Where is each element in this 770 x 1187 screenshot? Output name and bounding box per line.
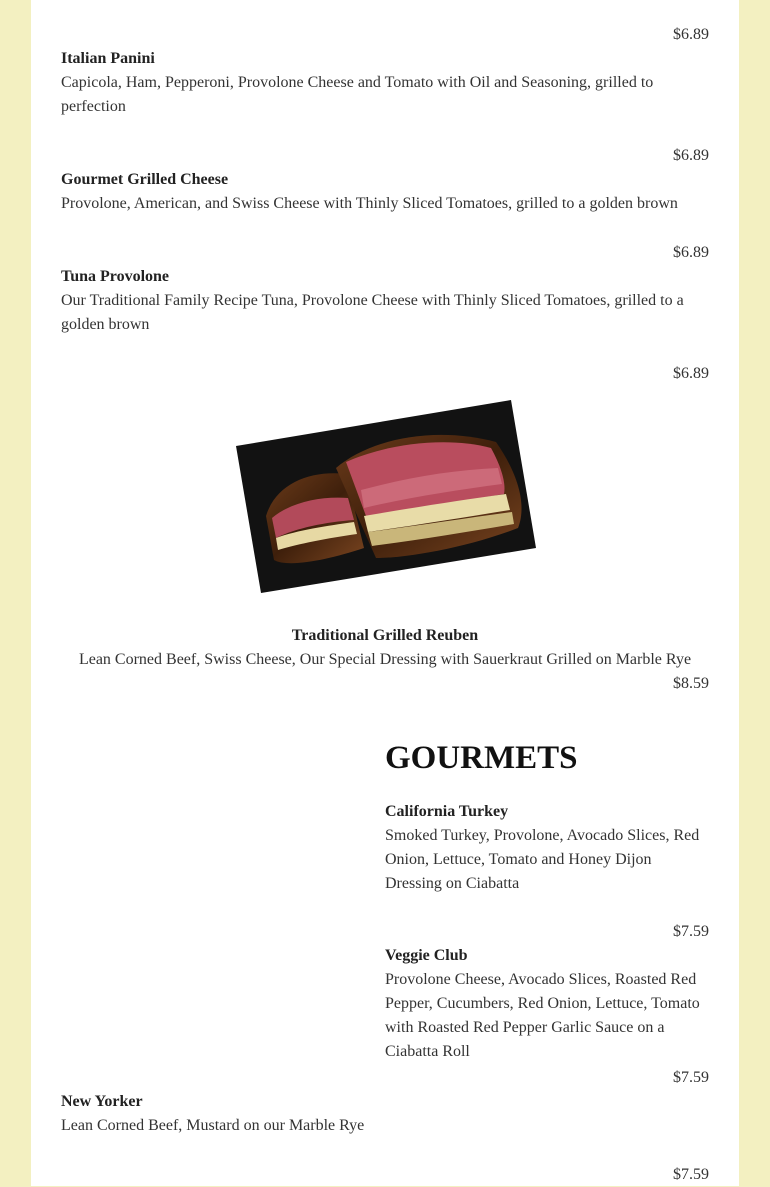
item-desc-new-yorker: Lean Corned Beef, Mustard on our Marble Rye — [61, 1117, 365, 1134]
item-desc-gourmet-grilled-cheese: Provolone, American, and Swiss Cheese with Thinly Sliced Tomatoes, grilled to a golden brown — [61, 195, 678, 212]
price: $7.59 — [673, 1166, 709, 1183]
price: $7.59 — [673, 1069, 709, 1086]
price: $6.89 — [673, 244, 709, 261]
item-name-veggie-club: Veggie Club — [385, 947, 468, 964]
price: $8.59 — [673, 675, 709, 692]
price: $6.89 — [673, 147, 709, 164]
item-name-italian-panini: Italian Panini — [61, 50, 155, 67]
item-desc-traditional-grilled-reuben: Lean Corned Beef, Swiss Cheese, Our Special Dressing with Sauerkraut Grilled on Marble Rye — [78, 651, 692, 668]
item-name-new-yorker: New Yorker — [61, 1093, 143, 1110]
item-name-gourmet-grilled-cheese: Gourmet Grilled Cheese — [61, 171, 229, 188]
item-name-traditional-grilled-reuben: Traditional Grilled Reuben — [291, 627, 479, 644]
item-desc-california-turkey: Smoked Turkey, Provolone, Avocado Slices, Red Onion, Lettuce, Tomato and Honey Dijon Dressing on Ciabatta — [385, 827, 700, 892]
gourmets-section — [61, 800, 709, 1064]
item-name-california-turkey: California Turkey — [385, 803, 509, 820]
menu-page — [31, 0, 739, 1186]
price: $6.89 — [673, 365, 709, 382]
price: $7.59 — [673, 923, 709, 940]
section-heading-gourmets: GOURMETS — [385, 740, 578, 776]
reuben-sandwich-photo — [236, 398, 536, 593]
item-desc-veggie-club: Provolone Cheese, Avocado Slices, Roasted Red Pepper, Cucumbers, Red Onion, Lettuce, Tomato with Roasted Red Pepper Garlic Sauce on a Ciabatta Roll — [385, 971, 700, 1060]
item-desc-tuna-provolone: Our Traditional Family Recipe Tuna, Provolone Cheese with Thinly Sliced Tomatoes, grilled to a golden brown — [61, 292, 684, 333]
price: $6.89 — [673, 26, 709, 43]
item-name-tuna-provolone: Tuna Provolone — [61, 268, 170, 285]
item-desc-italian-panini: Capicola, Ham, Pepperoni, Provolone Cheese and Tomato with Oil and Seasoning, grilled to perfection — [61, 74, 654, 115]
image-placeholder — [61, 800, 385, 1050]
